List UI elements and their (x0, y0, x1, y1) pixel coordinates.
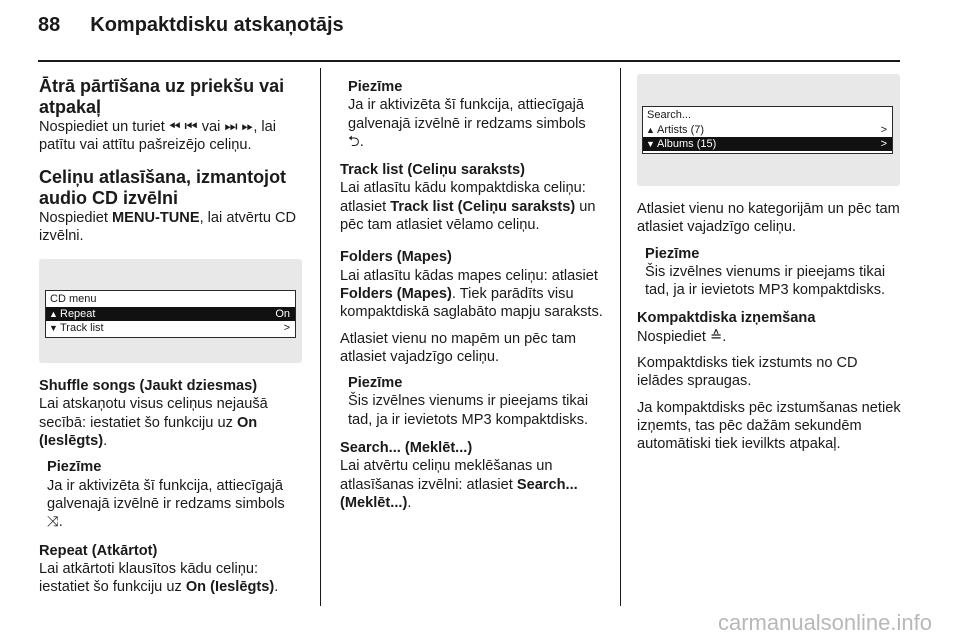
menu-row-label: Repeat (60, 308, 96, 321)
text: Nospiediet un turiet (39, 119, 169, 135)
subheading-repeat: Repeat (Atkārtot) (39, 542, 158, 559)
text: . (103, 433, 108, 450)
up-arrow-icon: ▲ (49, 309, 58, 320)
paragraph-eject-3: Ja kompaktdisks pēc izstumšanas netiek izņemts, tas pēc dažām sekundēm automātiski tiek ievilkts atpakaļ. (637, 399, 901, 453)
menu-tune-label: MENU-TUNE (112, 209, 200, 226)
subheading-eject: Kompaktdiska izņemšana (637, 310, 816, 327)
down-arrow-icon: ▼ (49, 323, 58, 334)
text: Lai atlasītu kādas mapes celiņu: atlasiet (340, 267, 598, 284)
subheading-track-list: Track list (Celiņu saraksts) (340, 162, 525, 179)
text: . (722, 328, 727, 345)
section-heading-cd-menu: Celiņu atlasīšana, izmantojot audio CD izvēlni (39, 166, 287, 208)
paragraph-fast-forward (39, 118, 304, 155)
note-title: Piezīme (348, 375, 403, 392)
forward-icon: ⏭︎ ⏩︎ (224, 119, 254, 135)
page-number: 88 (38, 14, 61, 36)
note-text: Šis izvēlnes vienums ir pieejams tikai tad, ja ir ievietots MP3 kompaktdisks. (348, 393, 589, 428)
text: un pēc tam atlasiet vēlamo celiņu. (340, 198, 596, 234)
watermark: carmanualsonline.info (717, 610, 932, 635)
note-title: Piezīme (645, 245, 700, 262)
search-menu-display (642, 106, 893, 154)
column-1 (39, 68, 304, 596)
menu-row-artists (643, 123, 892, 137)
paragraph-track-list (340, 179, 605, 234)
subheading-shuffle: Shuffle songs (Jaukt dziesmas) (39, 378, 258, 395)
note-repeat (348, 78, 605, 151)
folders-label: Folders (Mapes) (340, 285, 452, 302)
cd-menu-screen (39, 259, 302, 363)
on-label: On (Ieslēgts) (39, 414, 258, 450)
note-title: Piezīme (348, 79, 403, 95)
page-header (38, 14, 344, 37)
menu-row-label: Albums (15) (657, 138, 717, 150)
note-text (348, 96, 605, 151)
menu-row-value: On (275, 308, 290, 321)
text: . (359, 133, 364, 150)
chevron-right-icon: > (283, 322, 290, 335)
text: , lai patītu vai attītu pašreizējo celiņu. (39, 119, 277, 154)
note-mp3 (348, 374, 605, 429)
text: Ja ir aktivizēta šī funkcija, attiecīgajā galvenajā izvēlnē ir redzams simbols (348, 97, 586, 132)
note-text: Šis izvēlnes vienums ir pieejams tikai tad, ja ir ievietots MP3 kompaktdisks. (645, 263, 886, 299)
text: Lai atlasītu kādu kompaktdiska celiņu: atlasiet (340, 180, 586, 215)
paragraph-select-folder: Atlasiet vienu no mapēm un pēc tam atlasiet vajadzīgo celiņu. (340, 330, 577, 365)
search-label: Search... (Meklēt...) (340, 476, 578, 511)
header-rule (38, 60, 900, 62)
text: vai (197, 119, 225, 135)
screen-title: CD menu (50, 293, 97, 306)
paragraph-shuffle (39, 395, 304, 450)
shuffle-icon: ⤨ (47, 514, 59, 531)
paragraph-search (340, 457, 605, 512)
track-list-label: Track list (Celiņu saraksts) (390, 198, 576, 215)
text: . (274, 579, 279, 596)
paragraph-open-cd-menu (39, 209, 304, 246)
repeat-icon: ⮌ (348, 133, 360, 150)
on-label: On (Ieslēgts) (185, 579, 275, 596)
paragraph-select-category: Atlasiet vienu no kategorijām un pēc tam atlasiet vajadzīgo celiņu. (637, 201, 900, 236)
paragraph-eject (637, 328, 902, 346)
text: Lai atkārtoti klausītos kādu celiņu: iestatiet šo funkciju uz (39, 560, 259, 596)
text: Lai atvērtu celiņu meklēšanas un atlasīšanas izvēlni: atlasiet (340, 458, 553, 493)
menu-row-track-list (46, 321, 295, 335)
text: Ja ir aktivizēta šī funkcija, attiecīgajā galvenajā izvēlnē ir redzams simbols (47, 477, 285, 512)
rewind-icon: ⏪︎ ⏮︎ (168, 119, 198, 135)
note-text (47, 477, 304, 532)
menu-row-albums (643, 137, 892, 151)
paragraph-eject-2: Kompaktdisks tiek izstumts no CD ielādes spraugas. (637, 355, 858, 390)
down-arrow-icon: ▼ (646, 139, 655, 149)
subheading-search: Search... (Meklēt...) (340, 440, 473, 457)
note-shuffle (47, 458, 304, 531)
text: . (407, 494, 412, 511)
paragraph-repeat (39, 560, 304, 597)
column-3 (637, 68, 902, 454)
eject-icon: ≙ (710, 328, 723, 345)
note-mp3-search (645, 245, 902, 300)
menu-row-label: Artists (7) (657, 124, 705, 136)
text: Lai atskaņotu visus celiņus nejaušā secībā: iestatiet šo funkciju uz (39, 396, 268, 431)
screen-title: Search... (647, 109, 692, 121)
up-arrow-icon: ▲ (646, 125, 655, 135)
paragraph-folders (340, 267, 605, 322)
column-2 (340, 68, 605, 512)
cd-menu-display (45, 290, 296, 338)
section-heading-fast-forward: Ātrā pārtīšana uz priekšu vai atpakaļ (39, 76, 285, 117)
text: . Tiek parādīts visu kompaktdiskā saglabāto mapju saraksts. (340, 285, 603, 321)
chevron-right-icon: > (880, 124, 887, 136)
menu-row-label: Track list (60, 322, 104, 335)
search-menu-screen (637, 74, 900, 186)
column-divider-1 (320, 68, 321, 606)
column-divider-2 (620, 68, 621, 606)
text: , lai atvērtu CD izvēlni. (39, 209, 297, 244)
chevron-right-icon: > (880, 138, 887, 150)
menu-row-repeat (46, 307, 295, 321)
text: Nospiediet (39, 209, 113, 226)
text: Nospiediet (637, 328, 711, 345)
subheading-folders: Folders (Mapes) (340, 249, 452, 266)
page-title: Kompaktdisku atskaņotājs (90, 14, 344, 36)
note-title: Piezīme (47, 459, 102, 476)
text: . (58, 514, 63, 531)
